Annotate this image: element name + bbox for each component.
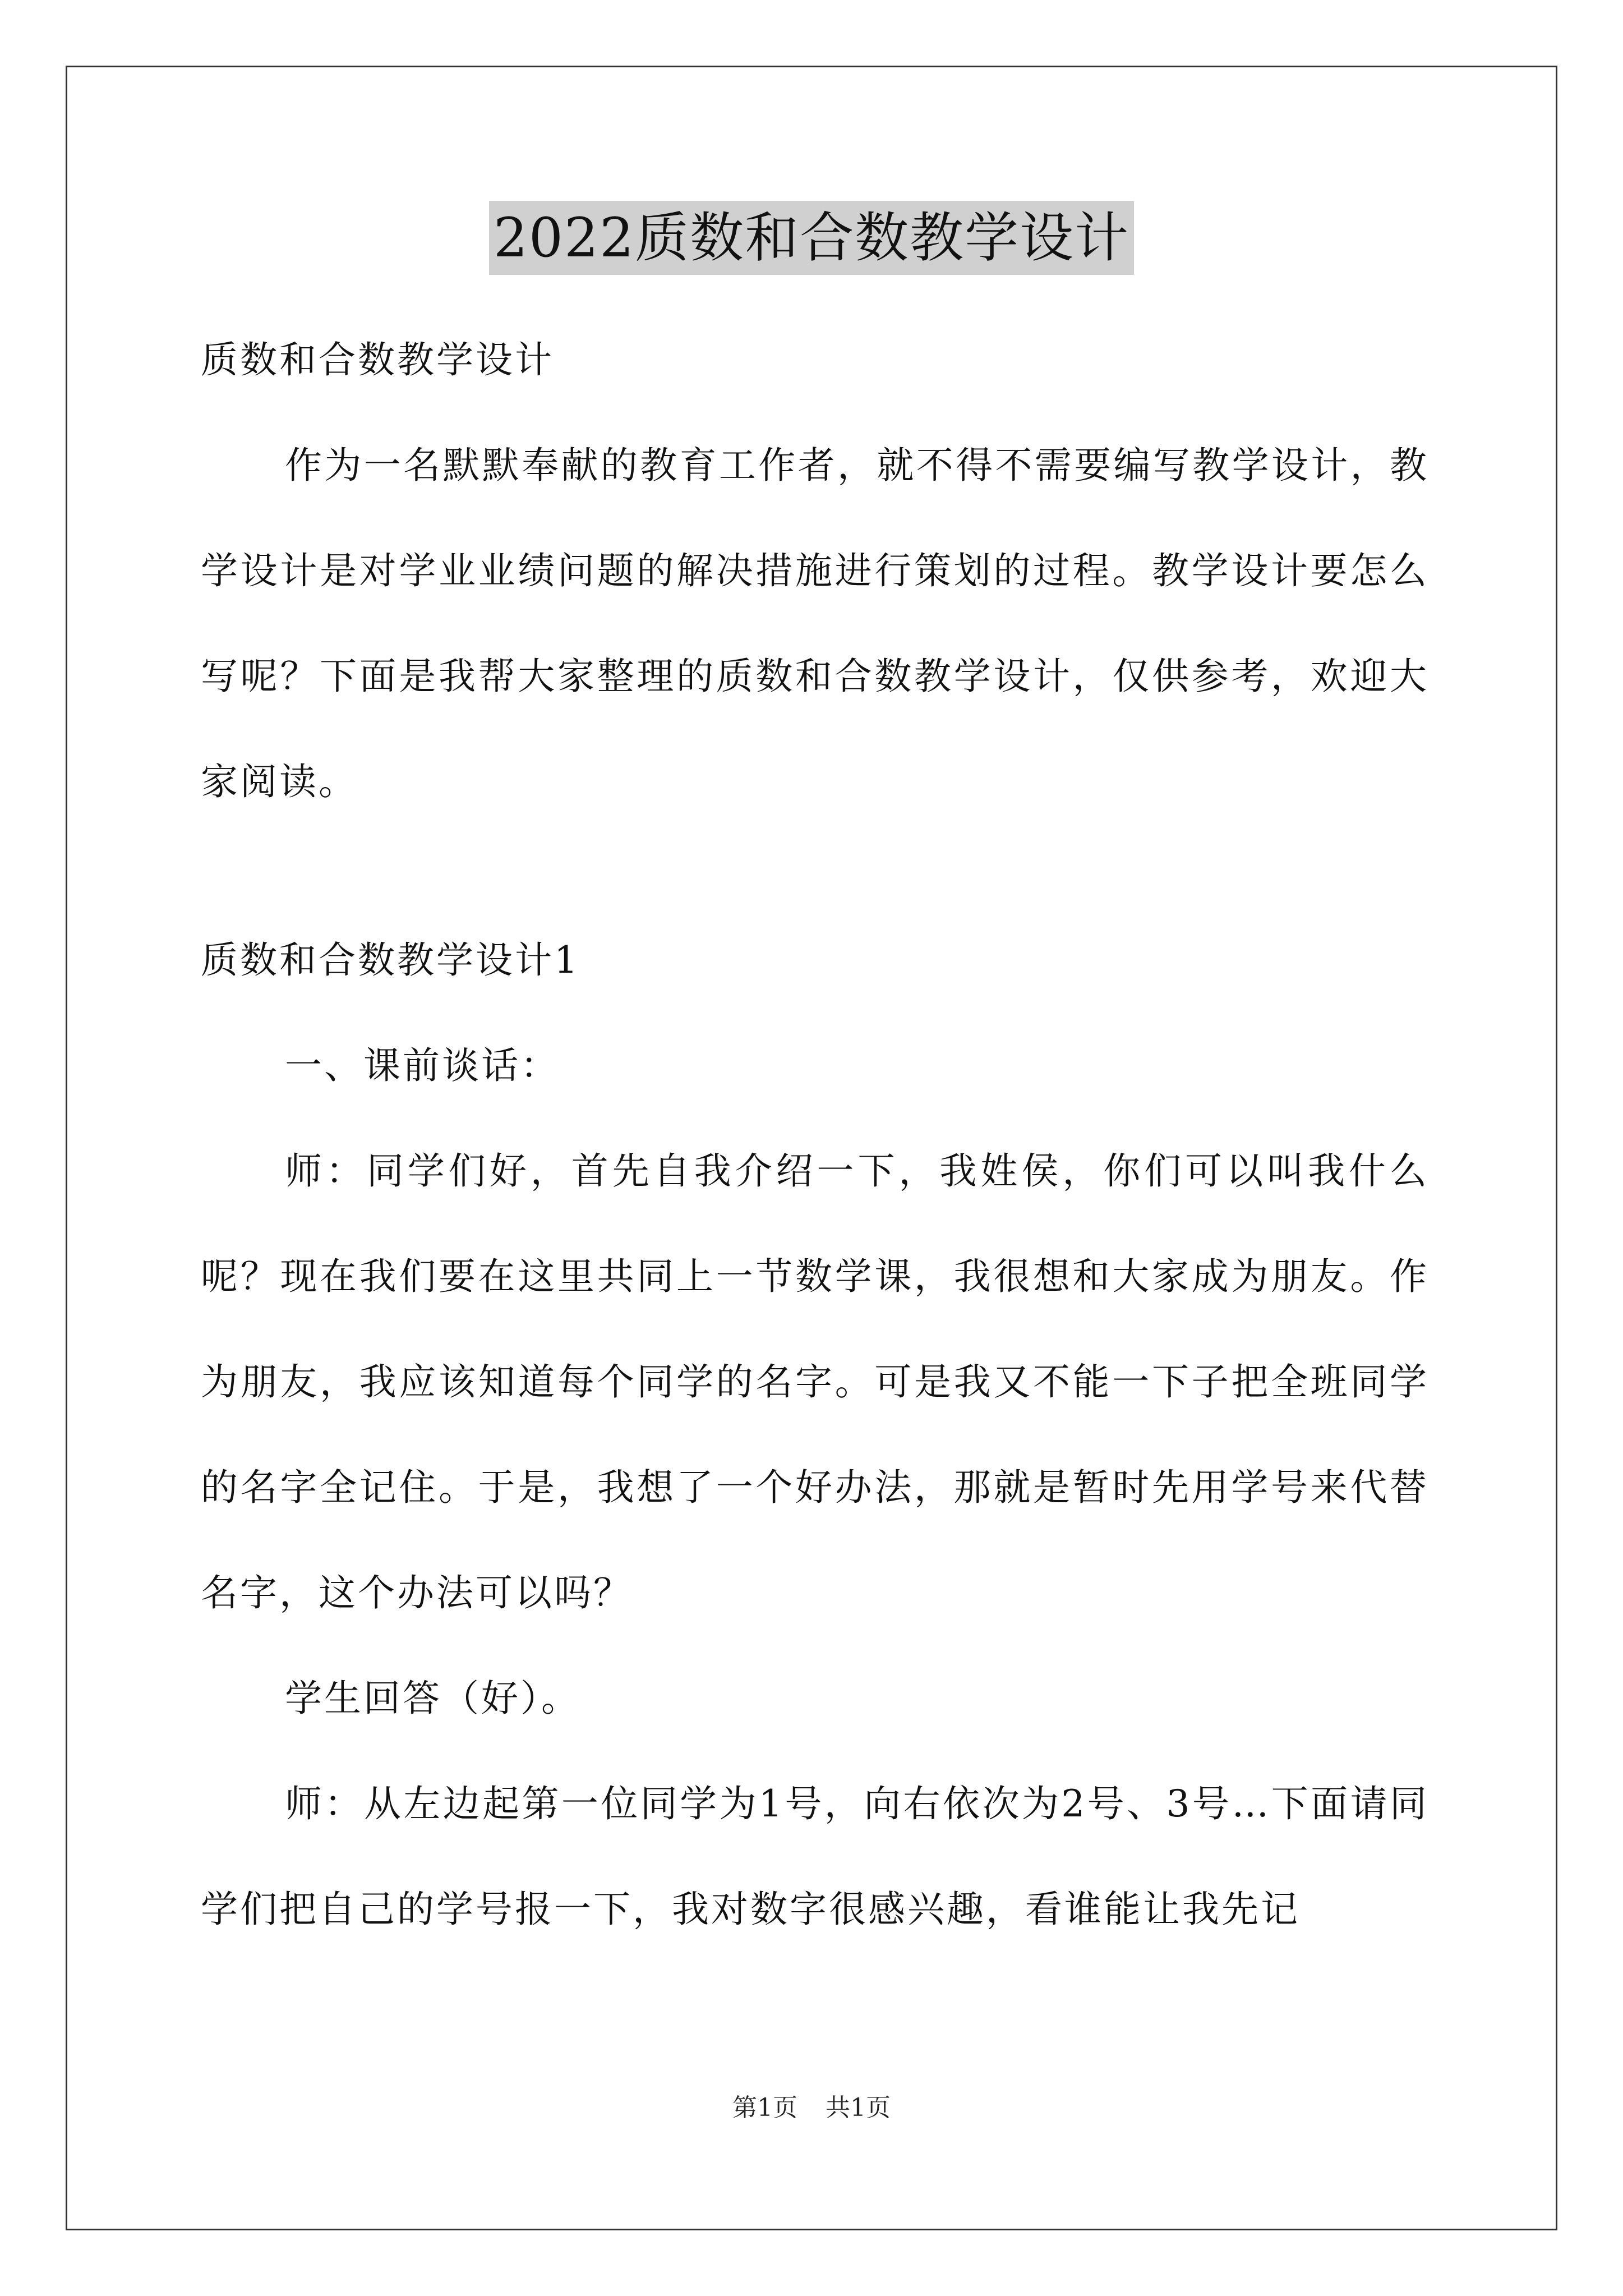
page-footer: [0, 2091, 1623, 2125]
page-number: 第1页: [732, 2093, 797, 2122]
document-body: [201, 307, 1429, 1962]
intro-paragraph: 作为一名默默奉献的教育工作者，就不得不需要编写教学设计，教学设计是对学业业绩问题的解决措施进行策划的过程。教学设计要怎么写呢？下面是我帮大家整理的质数和合数教学设计，仅供参考，欢迎大家阅读。: [201, 444, 1429, 803]
section-heading: 质数和合数教学设计1: [201, 938, 580, 982]
part-heading: 一、课前谈话：: [285, 1044, 560, 1087]
title-container: [0, 201, 1623, 275]
page-total: 共1页: [826, 2093, 891, 2122]
document-title: 2022质数和合数教学设计: [489, 201, 1134, 275]
body-paragraph: 师：同学们好，首先自我介绍一下，我姓侯，你们可以叫我什么呢？现在我们要在这里共同上一节数学课，我很想和大家成为朋友。作为朋友，我应该知道每个同学的名字。可是我又不能一下子把全班同学的名字全记住。于是，我想了一个好办法，那就是暂时先用学号来代替名字，这个办法可以吗？: [201, 1149, 1429, 1614]
subtitle: 质数和合数教学设计: [201, 338, 554, 381]
section-gap: [201, 835, 1429, 908]
body-paragraph: 学生回答（好）。: [285, 1677, 580, 1720]
body-paragraph: 师：从左边起第一位同学为1号，向右依次为2号、3号…下面请同学们把自己的学号报一下，我对数字很感兴趣，看谁能让我先记: [201, 1782, 1429, 1931]
